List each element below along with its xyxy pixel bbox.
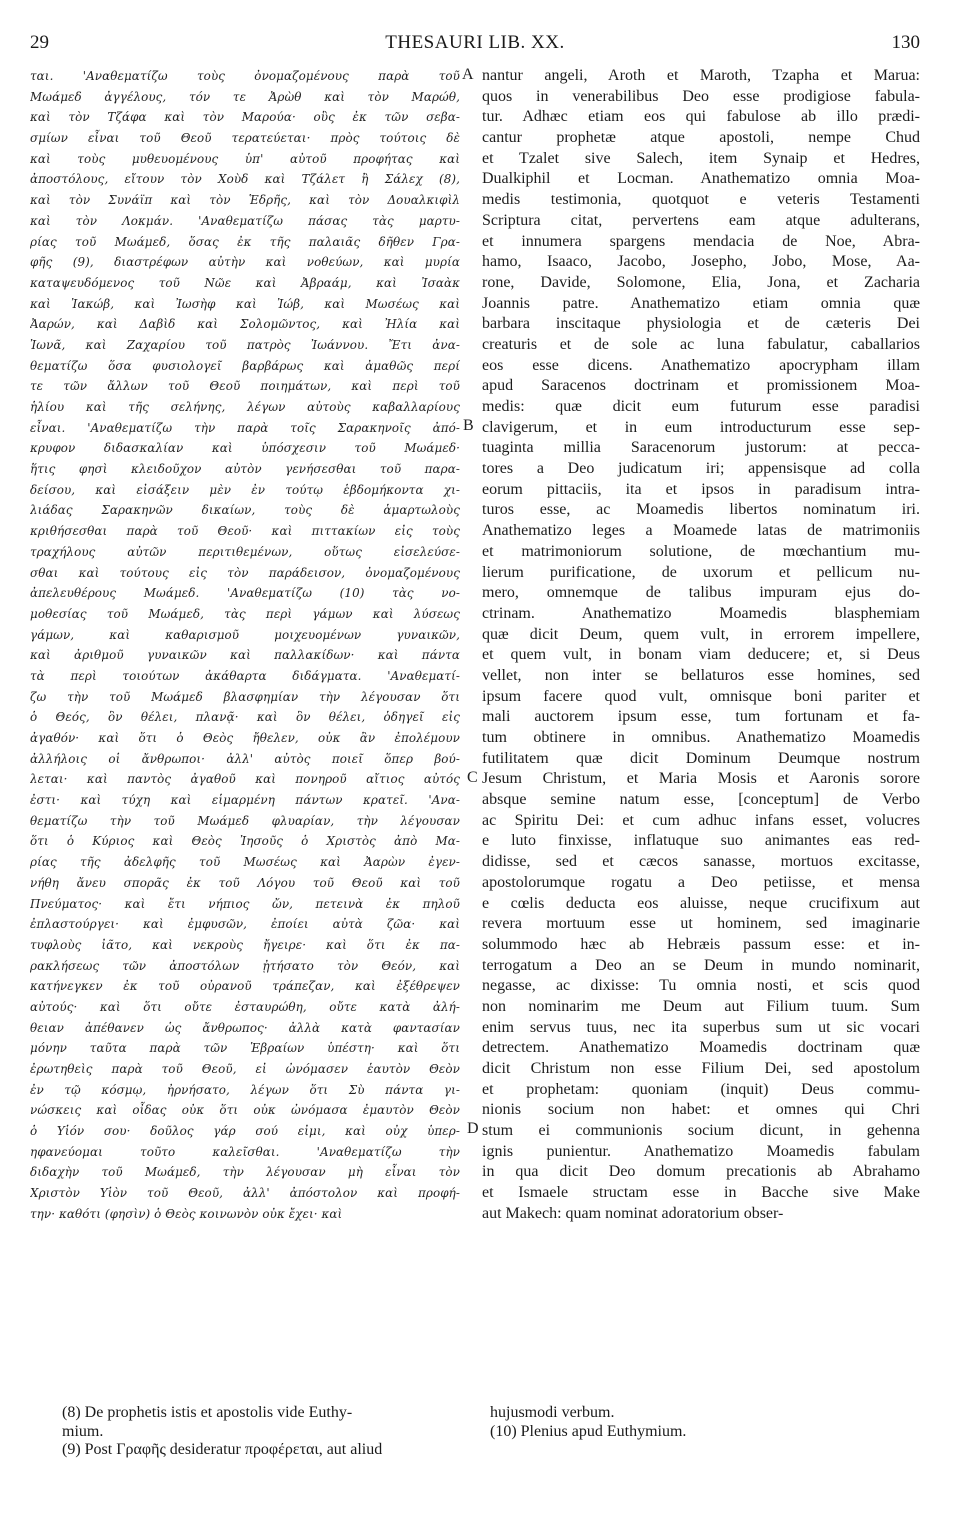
footnote-line: mium.	[62, 1422, 104, 1440]
greek-text-line: νήθη ἄνευ σπορᾶς ἐκ τοῦ Λόγου τοῦ Θεοῦ καὶ τοῦ	[30, 875, 460, 890]
latin-text-line: aut Makech: quam nominat adoratorium obser-	[482, 1204, 784, 1222]
greek-text-line: ηφανεύομαι τοῦτο καλεῖσθαι. 'Αναθεματίζω τὴν	[30, 1144, 460, 1159]
greek-text-line: καὶ τοὺς μυθευομένους ὑπ' αὐτοῦ προφήτας καὶ	[30, 151, 460, 166]
page-number-right: 130	[891, 32, 920, 53]
latin-text-line: Anathematizo leges a Moamede latas de matrimoniis	[482, 522, 920, 540]
greek-text-line: ρακλήσεως τῶν ἀποστόλων ᾐτήσατο τὸν Θεόν, καὶ	[30, 958, 460, 973]
latin-text-line: non nominarim me Deum aut Filium tuum. Sum	[482, 997, 920, 1015]
latin-text-line: et matrimoniorum solutione, de mœchantium mu-	[482, 542, 920, 560]
greek-text-line: νώσκεις καὶ οἶδας οὐκ ὅτι οὐκ ὠνόμασα ἐμαυτὸν Θεὸν	[30, 1103, 460, 1118]
latin-text-line: terrogatum a Deo an se Deum in mundo nominarit,	[482, 956, 920, 974]
greek-text-line: θεματίζω τὴν τοῦ Μωάμεδ φλυαρίαν, τὴν λέγουσαν	[30, 813, 460, 828]
greek-text-line: Μωάμεδ ἀγγέλους, τόν τε Ἀρὼθ καὶ τὸν Μαρώθ,	[30, 89, 460, 104]
latin-text-line: Dualkiphil et Locman. Anathematizo omnia Moa-	[482, 170, 920, 188]
latin-text-line: dicit Christum non esse Filium Dei, sed apostolum	[482, 1060, 920, 1077]
greek-text-line: ἀποστόλους, εἴτουν τὸν Χοὺδ καὶ Τζάλετ ἢ Σάλεχ (8),	[30, 172, 460, 187]
greek-text-line: τραχήλους αὐτῶν περιτιθεμένων, οὕτως εἰσελεύσε-	[30, 544, 460, 559]
latin-text-line: turos esse, ac Moamedis libertos nominatum iri.	[482, 501, 920, 519]
latin-text-line: et prophetam: quoniam (inquit) Deus commu-	[482, 1080, 920, 1098]
greek-text-line: κριθήσεσθαι παρὰ τοῦ Θεοῦ· καὶ πιττακίων εἰς τοὺς	[30, 524, 460, 539]
greek-text-line: μοθεσίας τοῦ Μωάμεδ, τὰς περὶ γάμων καὶ λύσεως	[30, 606, 460, 621]
running-header	[30, 32, 920, 58]
latin-text-line: detrectem. Anathematizo Moamedis doctrinam quæ	[482, 1039, 920, 1057]
latin-text-line: Joannis patre. Anathematizo etiam omnia quæ	[482, 294, 920, 312]
greek-text-line: ἡλίου καὶ τῆς σελήνης, λέγων αὐτοὺς καβαλλαρίους	[30, 400, 460, 414]
greek-text-line: καὶ τὸν Συνάϊπ καὶ τὸν Ἑδρῆς, καὶ τὸν Δουαλκιφὶλ	[30, 193, 460, 208]
latin-text-line: Jesum Christum, et Maria Mosis et Aaronis sorore	[482, 770, 920, 788]
greek-text-line: δείσου, καὶ εἰσάξειν μὲν ἐν τούτῳ ἑβδομήκοντα χι-	[30, 482, 460, 497]
greek-text-line: Ἰωνᾶ, καὶ Ζαχαρίου τοῦ πατρὸς Ἰωάννου. Ἔτι ἀνα-	[30, 337, 460, 352]
greek-text-line: τὰ περὶ τοιούτων ἀκάθαρτα διδάγματα. 'Αναθεματί-	[30, 668, 460, 683]
latin-text-line: ipsum facere quod vult, omnisque boni pariter et	[482, 687, 920, 705]
latin-text-line: ac Spiritu Dei: et cum adhuc infans esset, volucres	[482, 811, 920, 829]
latin-text-line: apostolorumque rogatu a Deo petiisse, et mensa	[482, 873, 920, 891]
latin-text-line: tur. Adhæc etiam eos qui fabulose ab illo prædi-	[482, 108, 920, 126]
greek-text-line: λεται· καὶ παντὸς ἀγαθοῦ καὶ πονηροῦ αἴτιος αὐτός	[30, 772, 460, 787]
greek-text-line: καὶ ἀριθμοῦ γυναικῶν καὶ παλλακίδων· καὶ πάντα	[30, 648, 460, 663]
greek-column	[30, 66, 460, 1225]
margin-marker-c: C	[467, 769, 478, 786]
latin-text-line: barbara inscitaque physiologia et de cæteris Dei	[482, 315, 920, 333]
latin-text-line: futilitatem quæ dicit Dominum Deumque nostrum	[482, 749, 920, 767]
greek-text-line: καὶ Ἰακώβ, καὶ Ἰωσὴφ καὶ Ἰώβ, καὶ Μωσέως καὶ	[30, 296, 460, 311]
latin-text-line: et quem vult, in bonam viam deducere; et, si Deus	[482, 646, 920, 664]
greek-text-line: ἐν τῷ κόσμῳ, ἠρνήσατο, λέγων ὅτι Σὺ πάντα γι-	[30, 1082, 460, 1097]
greek-text-line: ζω τὴν τοῦ Μωάμεδ βλασφημίαν τὴν λέγουσαν ὅτι	[30, 689, 460, 704]
latin-text-line: mero, omnemque de talibus impuram ejus do-	[482, 584, 920, 602]
greek-text-line: την· καθότι (φησὶν) ὁ Θεὸς κοινωνὸν οὐκ ἔχει· καὶ	[30, 1206, 343, 1221]
latin-text-line: et innumera spargens mendacia de Noe, Abra-	[482, 232, 920, 250]
greek-text-line: ἀπελευθέρους Μωάμεδ. 'Αναθεματίζω (10) τὰς νο-	[30, 586, 460, 601]
latin-text-line: tuaginta millia Saracenorum justorum: at pecca-	[482, 439, 920, 457]
latin-text-line: e luto finxisse, inflatuque suo animantes eas red-	[482, 832, 920, 850]
greek-text-line: καταψευδόμενος τοῦ Νῶε καὶ Ἀβραάμ, καὶ Ἰσαὰκ	[30, 275, 460, 290]
greek-text-line: γάμων, καὶ καθαρισμοῦ μοιχευομένων γυναικῶν,	[30, 627, 460, 642]
greek-text-line: μόνην ταῦτα παρὰ τῶν Ἑβραίων ὑπέστη· καὶ ὅτι	[30, 1041, 460, 1056]
latin-text-line: negasse, ac dixisse: Tu omnia nosti, et scis quod	[482, 977, 920, 995]
latin-text-line: nantur angeli, Aroth et Maroth, Tzapha et Marua:	[482, 67, 920, 84]
latin-text-line: hamo, Isaaco, Jacobo, Josepho, Jobo, Mose, Aa-	[482, 253, 920, 271]
margin-marker-d: D	[467, 1120, 479, 1137]
latin-text-line: vellet, non inter se bellaturos esse homines, sed	[482, 666, 920, 684]
greek-text-line: διδαχὴν τοῦ Μωάμεδ, τὴν λέγουσαν μὴ εἶναι τὸν	[30, 1165, 460, 1180]
greek-text-line: θεματίζω ὅσα φυσιολογεῖ βαρβάρως καὶ ἀμαθῶς περί	[30, 358, 460, 373]
greek-text-line: λιάδας Σαρακηνῶν δικαίων, τοὺς δὲ ἁμαρτωλοὺς	[30, 503, 460, 518]
greek-text-line: καὶ τὸν Λοκμάν. 'Αναθεματίζω πάσας τὰς μαρτυ-	[30, 213, 460, 228]
greek-text-line: ρίας τοῦ Μωάμεδ, ὅσας ἐκ τῆς παλαιᾶς δῆθεν Γρα-	[30, 234, 460, 249]
greek-text-line: ται. 'Αναθεματίζω τοὺς ὀνομαζομένους παρὰ τοῦ	[30, 69, 460, 83]
latin-text-line: medis testimonia, quotquot e veteris Testamenti	[482, 191, 920, 209]
greek-text-line: ἐστι· καὶ τύχη καὶ εἱμαρμένη πάντων κρατεῖ. 'Ανα-	[30, 793, 460, 808]
latin-text-line: lierum purificatione, de uxorum et pellicum nu-	[482, 563, 920, 581]
footnotes-left	[62, 1404, 462, 1460]
latin-text-line: et Ismaele structam esse in Bacche sive Make	[482, 1184, 920, 1202]
latin-text-line: quos in venerabilibus Deo esse prodigiose fabula-	[482, 87, 920, 105]
greek-text-line: Χριστὸν Υἱὸν τοῦ Θεοῦ, ἀλλ' ἀπόστολον καὶ προφή-	[30, 1186, 460, 1201]
latin-text-line: ctrinam. Anathematizo Moamedis blasphemiam	[482, 604, 920, 622]
greek-text-line: κατήνεγκεν ἐκ τοῦ οὐρανοῦ τράπεζαν, καὶ ἐξέθρεψεν	[30, 979, 460, 994]
greek-text-line: κρυφον διδασκαλίαν καὶ ὑπόσχεσιν τοῦ Μωάμεδ·	[30, 441, 460, 456]
greek-text-line: ἐρωτηθεὶς παρὰ τοῦ Θεοῦ, εἰ ὠνόμασεν ἑαυτὸν Θεὸν	[30, 1062, 460, 1076]
latin-text-line: tores a Deo judicatum iri; appensisque ad colla	[482, 460, 920, 478]
greek-text-line: ὁ Θεός, ὃν θέλει, πλανᾷ· καὶ ὃν θέλει, ὁδηγεῖ εἰς	[30, 710, 460, 725]
greek-text-line: ἥτις φησὶ κλειδοῦχον αὐτὸν γενήσεσθαι τοῦ παρα-	[30, 462, 460, 477]
latin-text-line: revera mortuum esse ut hominem, sed imaginarie	[482, 915, 920, 933]
latin-text-line: didisse, sed et cæcos sanasse, mortuos excitasse,	[482, 853, 920, 871]
footnote-line: (8) De prophetis istis et apostolis vide Euthy-	[62, 1404, 353, 1421]
greek-text-line: εἶναι. 'Αναθεματίζω τὴν παρὰ τοῖς Σαρακηνοῖς ἀπό-	[30, 420, 460, 435]
latin-text-line: enim servus tuus, nec ita superbus sum ut sic vocari	[482, 1018, 920, 1036]
latin-text-line: clavigerum, et in eum introducturum esse sep-	[482, 418, 920, 436]
latin-text-line: tum obtinere in omnibus. Anathematizo Moamedis	[482, 729, 920, 746]
footnotes-right	[490, 1404, 910, 1441]
greek-text-line: ὁ Υἱόν σου· δοῦλος γάρ σού εἰμι, καὶ οὐχ ὑπερ-	[30, 1124, 460, 1139]
latin-text-line: quæ dicit Deum, quem vult, in errorem impellere,	[482, 625, 920, 643]
greek-text-line: σθαι καὶ τούτους εἰς τὸν παράδεισον, ὀνομαζομένους	[30, 565, 460, 580]
greek-text-line: ἀλλήλοις οἱ ἄνθρωποι· ἀλλ' αὐτὸς ποιεῖ ὅπερ βού-	[30, 751, 460, 766]
footnote-line: (9) Post Γραφῆς desideratur προφέρεται, aut aliud	[62, 1441, 383, 1458]
greek-text-line: ὅτι ὁ Κύριος καὶ Θεὸς Ἰησοῦς ὁ Χριστὸς ἀπὸ Μα-	[30, 834, 460, 849]
margin-marker-a: A	[462, 66, 474, 83]
latin-text-line: mali auctorem ipsum esse, tum fortunam et fa-	[482, 708, 920, 726]
latin-text-line: eorum pittaciis, ita et ipsos in paradisum intra-	[482, 480, 920, 498]
footnote-line: (10) Plenius apud Euthymium.	[490, 1422, 687, 1440]
greek-text-line: Ἀαρών, καὶ Δαβὶδ καὶ Σολομῶντος, καὶ Ἠλία καὶ	[30, 317, 460, 332]
greek-text-line: φῆς (9), διαστρέφων αὐτὴν καὶ νοθεύων, καὶ μυρία	[30, 255, 460, 270]
latin-text-line: nionis socium non habet: et omnes qui Chri	[482, 1101, 920, 1119]
margin-marker-b: B	[463, 417, 474, 434]
greek-text-line: σμίων εἶναι τοῦ Θεοῦ τερατεύεται· πρὸς τούτοις δὲ	[30, 131, 460, 146]
latin-text-line: rone, Davide, Solomone, Elia, Jona, et Zacharia	[482, 273, 920, 291]
greek-text-line: τυφλοὺς ἰᾶτο, καὶ νεκροὺς ἤγειρε· καὶ ὅτι ἐκ πα-	[30, 937, 460, 952]
latin-text-line: cantur prophetæ atque apostoli, nempe Chud	[482, 129, 920, 147]
greek-text-line: τε τῶν ἄλλων τοῦ Θεοῦ ποιημάτων, καὶ περὶ τοῦ	[30, 379, 460, 394]
greek-text-line: ρίας τῆς ἀδελφῆς τοῦ Μωσέως καὶ Ἀαρὼν ἐγεν-	[30, 855, 460, 870]
latin-text-line: creaturis et de sole ac luna fabulatur, caballarios	[482, 335, 920, 353]
latin-text-line: et Tzalet sive Salech, item Synaip et Hedres,	[482, 149, 920, 167]
latin-column	[482, 66, 920, 1225]
latin-text-line: in qua dicit Deo domum precationis ab Abrahamo	[482, 1163, 920, 1181]
page-number-left: 29	[30, 32, 49, 53]
latin-text-line: stum ei communionis socium dicunt, in gehenna	[482, 1122, 920, 1140]
greek-text-line: καὶ τὸν Τζάφα καὶ τὸν Μαρούα· οὓς ἐκ τῶν σεβα-	[30, 110, 460, 125]
latin-text-line: apud Saracenos doctrinam et promissionem Moa-	[482, 377, 920, 395]
running-title: THESAURI LIB. XX.	[385, 32, 565, 53]
footnote-line: hujusmodi verbum.	[490, 1404, 615, 1421]
latin-text-line: absque semine natum esse, [conceptum] de Verbo	[482, 791, 920, 809]
latin-text-line: solummodo hæc ab Hebræis passum esse: et in-	[482, 935, 920, 953]
greek-text-line: αὐτούς· καὶ ὅτι οὔτε ἐσταυρώθη, οὔτε κατὰ ἀλή-	[30, 999, 460, 1014]
greek-text-line: θειαν ἀπέθανεν ὡς ἄνθρωπος· ἀλλὰ κατὰ φαντασίαν	[30, 1020, 460, 1035]
latin-text-line: e cœlis deducta eos aluisse, neque crucifixum aut	[482, 894, 920, 912]
greek-text-line: Πνεύματος· καὶ ἔτι νήπιος ὤν, πετεινὰ ἐκ πηλοῦ	[30, 896, 460, 911]
latin-text-line: ignis punientur. Anathematizo Moamedis fabulam	[482, 1142, 920, 1160]
greek-text-line: ἀγαθόν· καὶ ὅτι ὁ Θεὸς ἤθελεν, οὐκ ἂν ἐπολέμουν	[30, 731, 460, 745]
latin-text-line: eos esse dicens. Anathematizo apocrypham illam	[482, 356, 920, 374]
greek-text-line: ἐπλαστούργει· καὶ ἐμφυσῶν, ἐποίει αὐτὰ ζῶα· καὶ	[30, 917, 460, 932]
latin-text-line: medis: quæ dicit eum futurum esse paradisi	[482, 398, 920, 415]
latin-text-line: Scriptura citat, pervertens eam atque adulterans,	[482, 211, 920, 229]
